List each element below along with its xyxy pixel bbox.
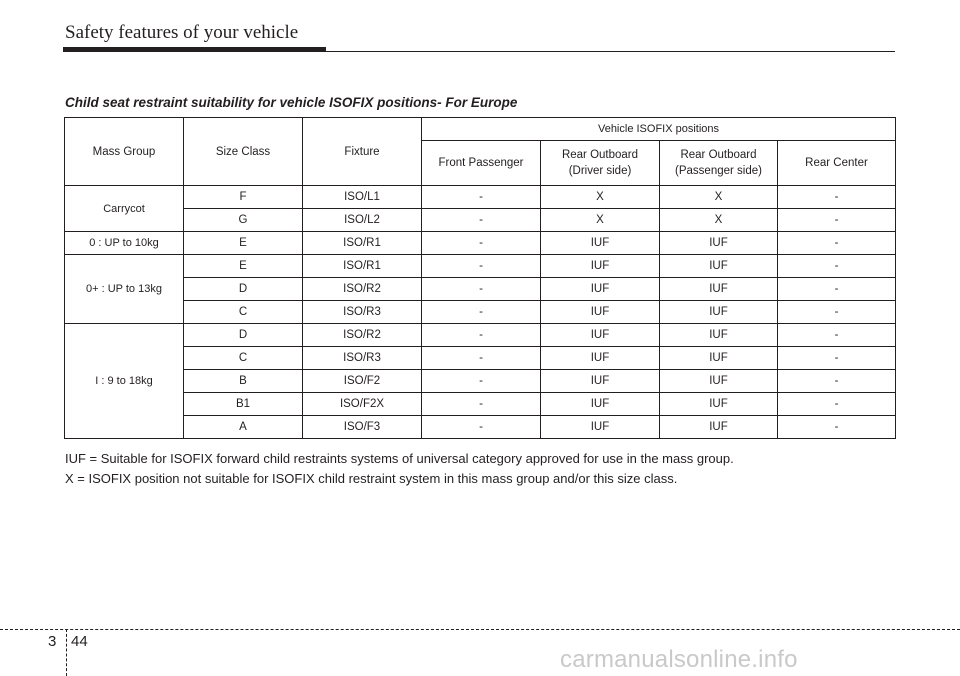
rear-outboard-driver-cell: IUF [541,278,660,301]
header-rear-center: Rear Center [778,141,896,186]
fixture-cell: ISO/F2X [303,393,422,416]
front-passenger-cell: - [422,416,541,439]
size-class-cell: B1 [184,393,303,416]
isofix-suitability-table [64,117,896,439]
rear-outboard-passenger-cell: IUF [660,416,778,439]
fixture-cell: ISO/F3 [303,416,422,439]
rear-center-cell: - [778,186,896,209]
header-size-class: Size Class [184,118,303,186]
table-row [65,393,896,416]
header-mass-group: Mass Group [65,118,184,186]
rear-outboard-driver-cell: IUF [541,393,660,416]
rear-center-cell: - [778,416,896,439]
mass-group-cell: Carrycot [65,186,184,232]
rear-outboard-driver-cell: IUF [541,324,660,347]
note-x: X = ISOFIX position not suitable for ISOFIX child restraint system in this mass group and/or this size class. [65,471,678,486]
front-passenger-cell: - [422,370,541,393]
header-vehicle-isofix-positions: Vehicle ISOFIX positions [422,118,896,141]
page-number: 44 [71,633,88,650]
front-passenger-cell: - [422,186,541,209]
header-rear-outboard-driver-line1: Rear Outboard [561,149,639,161]
rear-outboard-passenger-cell: X [660,209,778,232]
table-row [65,209,896,232]
size-class-cell: G [184,209,303,232]
table-row [65,324,896,347]
mass-group-cell: 0+ : UP to 13kg [65,255,184,324]
size-class-cell: B [184,370,303,393]
header-rear-outboard-passenger-line2: (Passenger side) [675,165,762,177]
rear-outboard-passenger-cell: IUF [660,278,778,301]
fixture-cell: ISO/L1 [303,186,422,209]
rear-center-cell: - [778,232,896,255]
table-header [65,118,896,186]
front-passenger-cell: - [422,209,541,232]
footer-divider [66,629,67,676]
size-class-cell: C [184,301,303,324]
table-row [65,416,896,439]
size-class-cell: A [184,416,303,439]
header-rear-outboard-passenger [660,141,778,186]
rear-outboard-passenger-cell: IUF [660,370,778,393]
rear-outboard-driver-cell: IUF [541,347,660,370]
header-fixture: Fixture [303,118,422,186]
rear-outboard-passenger-cell: IUF [660,232,778,255]
table-row [65,232,896,255]
rear-outboard-passenger-cell: IUF [660,255,778,278]
front-passenger-cell: - [422,232,541,255]
front-passenger-cell: - [422,301,541,324]
rear-outboard-passenger-cell: IUF [660,347,778,370]
mass-group-cell: 0 : UP to 10kg [65,232,184,255]
watermark-text: carmanualsonline.info [560,646,798,673]
rear-outboard-passenger-cell: IUF [660,301,778,324]
rear-outboard-passenger-cell: IUF [660,393,778,416]
rear-outboard-driver-cell: X [541,186,660,209]
front-passenger-cell: - [422,255,541,278]
fixture-cell: ISO/R2 [303,324,422,347]
size-class-cell: C [184,347,303,370]
rear-outboard-driver-cell: IUF [541,232,660,255]
rear-center-cell: - [778,347,896,370]
mass-group-cell: I : 9 to 18kg [65,324,184,439]
header-rule-thick [63,47,326,52]
rear-outboard-passenger-cell: X [660,186,778,209]
fixture-cell: ISO/F2 [303,370,422,393]
header-rear-outboard-passenger-line1: Rear Outboard [680,149,757,161]
footer-rule [0,629,960,630]
rear-outboard-driver-cell: IUF [541,255,660,278]
size-class-cell: D [184,324,303,347]
rear-center-cell: - [778,393,896,416]
rear-outboard-driver-cell: IUF [541,370,660,393]
header-front-passenger: Front Passenger [422,141,541,186]
table-row [65,186,896,209]
rear-center-cell: - [778,301,896,324]
table-row [65,370,896,393]
legend-notes [65,449,734,489]
table-row [65,301,896,324]
chapter-number: 3 [48,633,57,650]
fixture-cell: ISO/R1 [303,255,422,278]
header-rear-outboard-driver-line2: (Driver side) [568,165,632,177]
fixture-cell: ISO/L2 [303,209,422,232]
fixture-cell: ISO/R2 [303,278,422,301]
header-title: Safety features of your vehicle [65,22,299,43]
rear-outboard-driver-cell: X [541,209,660,232]
size-class-cell: F [184,186,303,209]
size-class-cell: E [184,232,303,255]
rear-outboard-driver-cell: IUF [541,301,660,324]
rear-center-cell: - [778,278,896,301]
header-rear-outboard-driver [541,141,660,186]
front-passenger-cell: - [422,324,541,347]
table-row [65,278,896,301]
section-title: Child seat restraint suitability for vehicle ISOFIX positions- For Europe [65,95,518,110]
rear-center-cell: - [778,324,896,347]
size-class-cell: E [184,255,303,278]
front-passenger-cell: - [422,347,541,370]
rear-outboard-passenger-cell: IUF [660,324,778,347]
rear-center-cell: - [778,209,896,232]
note-iuf: IUF = Suitable for ISOFIX forward child restraints systems of universal category approved for use in the mass group. [65,451,734,466]
front-passenger-cell: - [422,393,541,416]
table-row [65,347,896,370]
rear-center-cell: - [778,370,896,393]
fixture-cell: ISO/R3 [303,347,422,370]
header-rule-thin [326,51,895,52]
fixture-cell: ISO/R3 [303,301,422,324]
size-class-cell: D [184,278,303,301]
rear-outboard-driver-cell: IUF [541,416,660,439]
table-body [65,186,896,439]
front-passenger-cell: - [422,278,541,301]
table-row [65,255,896,278]
rear-center-cell: - [778,255,896,278]
fixture-cell: ISO/R1 [303,232,422,255]
